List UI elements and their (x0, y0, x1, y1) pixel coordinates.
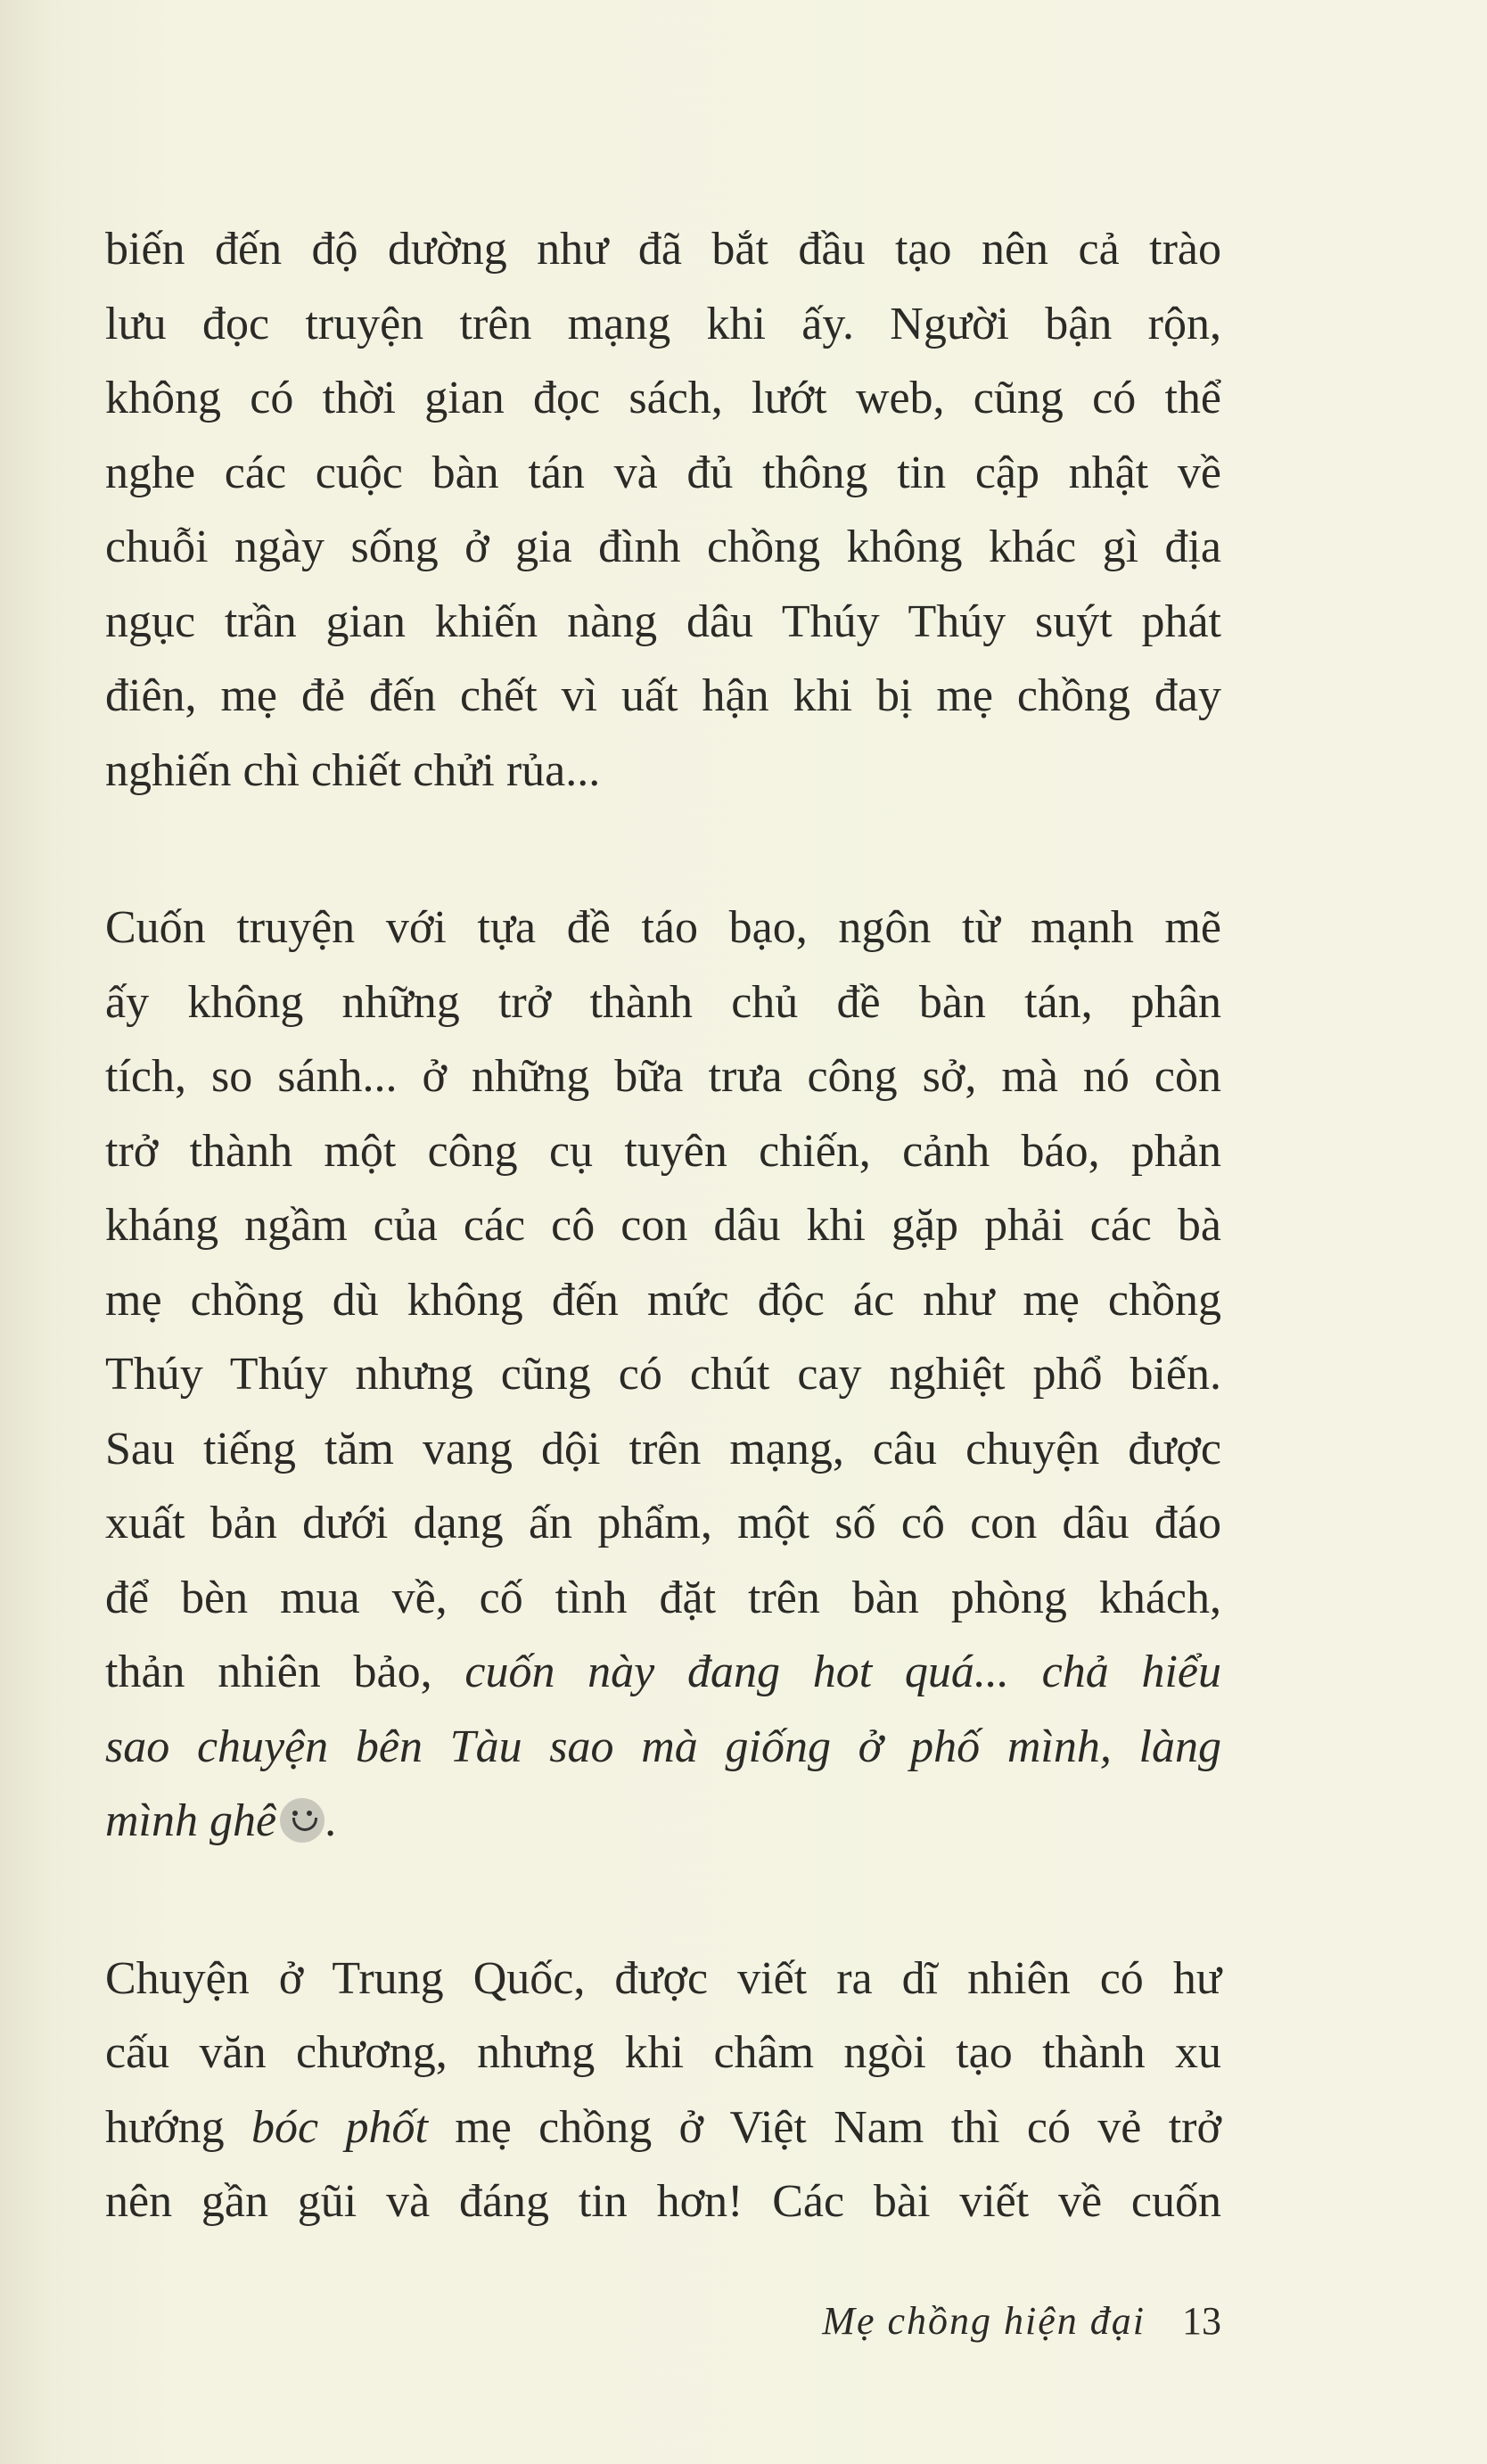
text-line (105, 1635, 1221, 1710)
text-line (105, 659, 1221, 734)
text-line (105, 1114, 1221, 1189)
text-segment: lưu đọc truyện trên mạng khi ấy. Người bận rộn, (105, 298, 1221, 349)
book-page-body (105, 212, 1221, 2322)
smiley-icon (280, 1798, 325, 1843)
text-segment: trở thành một công cụ tuyên chiến, cảnh báo, phản (105, 1125, 1221, 1177)
text-line (105, 1412, 1221, 1487)
text-segment: cấu văn chương, nhưng khi châm ngòi tạo thành xu (105, 2027, 1221, 2078)
text-line (105, 1710, 1221, 1785)
text-segment: điên, mẹ đẻ đến chết vì uất hận khi bị mẹ chồng đay (105, 670, 1221, 721)
text-segment: Chuyện ở Trung Quốc, được viết ra dĩ nhiên có hư (105, 1952, 1221, 2004)
text-line (105, 1942, 1221, 2016)
page-number: 13 (1182, 2299, 1221, 2343)
text-line (105, 510, 1221, 585)
text-segment: Thúy Thúy nhưng cũng có chút cay nghiệt phổ biến. (105, 1349, 1221, 1400)
text-line (105, 212, 1221, 287)
text-line (105, 965, 1221, 1040)
text-segment: nghe các cuộc bàn tán và đủ thông tin cập nhật về (105, 447, 1221, 498)
text-segment: ấy không những trở thành chủ đề bàn tán, phân (105, 976, 1221, 1028)
text-line (105, 891, 1221, 965)
text-segment: mẹ chồng dù không đến mức độc ác như mẹ chồng (105, 1274, 1221, 1326)
text-line (105, 1337, 1221, 1412)
text-segment: chuỗi ngày sống ở gia đình chồng không khác gì địa (105, 522, 1221, 572)
text-line (105, 585, 1221, 660)
text-line (105, 1188, 1221, 1263)
italic-text: bóc phốt (251, 2101, 428, 2153)
text-segment: nên gần gũi và đáng tin hơn! Các bài viết về cuốn (105, 2176, 1221, 2227)
text-line (105, 361, 1221, 436)
text-segment: không có thời gian đọc sách, lướt web, cũng có thể (105, 373, 1221, 423)
text-line (105, 1784, 1221, 1859)
text-segment: mẹ chồng ở Việt Nam thì có vẻ trở (427, 2101, 1221, 2153)
paragraph (105, 1942, 1221, 2239)
text-line (105, 2090, 1221, 2165)
running-title: Mẹ chồng hiện đại (822, 2299, 1146, 2343)
text-segment: . (325, 1795, 337, 1846)
text-line (105, 1486, 1221, 1561)
text-segment: biến đến độ dường như đã bắt đầu tạo nên cả trào (105, 224, 1221, 275)
text-segment: tích, so sánh... ở những bữa trưa công sở, mà nó còn (105, 1051, 1221, 1102)
text-line (105, 1039, 1221, 1114)
text-line (105, 2164, 1221, 2239)
italic-text: sao chuyện bên Tàu sao mà giống ở phố mình, làng (105, 1721, 1221, 1772)
paragraph (105, 212, 1221, 808)
italic-text: mình ghê (105, 1795, 277, 1846)
text-line (105, 436, 1221, 511)
text-segment: để bèn mua về, cố tình đặt trên bàn phòng khách, (105, 1572, 1221, 1623)
text-segment: nghiến chì chiết chửi rủa... (105, 744, 601, 796)
text-segment: kháng ngầm của các cô con dâu khi gặp phải các bà (105, 1200, 1221, 1251)
text-line (105, 1561, 1221, 1636)
text-line (105, 287, 1221, 362)
text-segment: hướng (105, 2101, 252, 2153)
text-line (105, 734, 1221, 809)
page-footer (822, 2298, 1221, 2344)
text-line (105, 2016, 1221, 2090)
text-segment: Cuốn truyện với tựa đề táo bạo, ngôn từ mạnh mẽ (105, 902, 1221, 953)
text-segment: thản nhiên bảo, (105, 1647, 465, 1697)
text-segment: Sau tiếng tăm vang dội trên mạng, câu chuyện được (105, 1423, 1221, 1474)
text-segment: ngục trần gian khiến nàng dâu Thúy Thúy suýt phát (105, 595, 1221, 647)
italic-text: cuốn này đang hot quá... chả hiểu (464, 1647, 1222, 1697)
text-segment: xuất bản dưới dạng ấn phẩm, một số cô con dâu đáo (105, 1498, 1221, 1548)
paragraph (105, 891, 1221, 1859)
text-line (105, 1263, 1221, 1338)
